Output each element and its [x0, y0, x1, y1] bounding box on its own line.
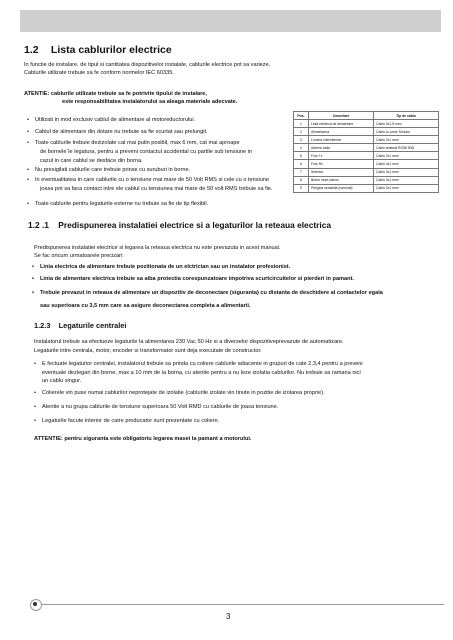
- table-row: [294, 176, 439, 184]
- table-cell: 9: [294, 184, 309, 192]
- table-row: [294, 128, 439, 136]
- table-cell: Linia electrica de alimentare: [309, 120, 374, 128]
- list-item-cont: eventuale dezlegari din borne, max a 10 mm de la borna, cu atentie pentru a nu leze izolatia cablurilor. Nu trebuie sa ramana nici: [42, 370, 361, 376]
- list-item: • Toate cablurile trebuie dezizolate cat mai putin posibil, max 6 mm, cat mai aproape: [35, 140, 240, 147]
- attention-line-2: este responsabilitatea instalatorului sa aleaga materiale adecvate.: [62, 99, 238, 105]
- intro-line-2: Cablurile utilizate trebuie sa fe conform normelor IEC 60335.: [24, 70, 174, 76]
- subsection-title: Predispunerea instalatiei electrice si a legaturilor la reteaua electrica: [58, 220, 332, 230]
- table-header-row: [294, 112, 439, 120]
- list-item-cont: sau superioara cu 3,5 mm care sa asigure deconectarea completa a alimentarii.: [40, 303, 251, 309]
- table-cell: 2: [294, 128, 309, 136]
- footer-dot-icon: [33, 602, 37, 606]
- list-item: • E fectuate legaturior centralei, instalatorul trebuie sa prinda cu coliere cablurile adiacente in grupuri de cate 2,3,4 pentru a preveni: [42, 361, 363, 368]
- list-item: • Legaturile facute interior de catre producator sunt prezentate cu coliere.: [42, 418, 219, 425]
- table-cell: 1: [294, 120, 309, 128]
- table-cell: Cablu antenat RG58 50Ω: [374, 144, 439, 152]
- table-cell: Cablu 3x1 mm²: [374, 168, 439, 176]
- table-row: [294, 136, 439, 144]
- table-cell: Cablu 2x1 mm²: [374, 136, 439, 144]
- table-row: [294, 160, 439, 168]
- table-cell: Cablu 3x1,5 mm²: [374, 120, 439, 128]
- table-cell: Lumina intermitenta: [309, 136, 374, 144]
- table-cell: Cablu 3x1 mm²: [374, 176, 439, 184]
- list-item: • Utilizati in mod exclusiv cablul de alimentare al motoreductorului.: [35, 117, 195, 124]
- table-cell: 4: [294, 144, 309, 152]
- table-cell: 8: [294, 176, 309, 184]
- s3-intro-line-2: Legaturile intre centrala, motor, encoder si transformator sunt deja executate de constructor.: [34, 348, 262, 354]
- table-row: [294, 144, 439, 152]
- subsection-heading: [28, 220, 331, 230]
- subsection-number: 1.2.3: [34, 321, 51, 330]
- table-cell: Antena radio: [309, 144, 374, 152]
- table-row: [294, 152, 439, 160]
- table-cell: 7: [294, 168, 309, 176]
- s2-intro-line-1: Predispunerea instalatiei electrice si legarea la reteaua electrica nu este prevazuta in acest manual.: [34, 245, 281, 251]
- cable-table: [293, 111, 439, 193]
- table-cell: Selector: [309, 168, 374, 176]
- list-item-cont: un cablu singur.: [42, 378, 82, 384]
- table-cell: 5: [294, 152, 309, 160]
- section-title: Lista cablurilor electrice: [50, 44, 172, 56]
- list-item: • Trebuie prevazut in reteaua de alimentare un dispozitiv de deconectare (siguranta) cu distanta de deschidere al contactelor egala: [40, 290, 383, 297]
- table-cell: Cablu 2x1 mm²: [374, 184, 439, 192]
- table-header: Tip de cablu: [374, 112, 439, 120]
- list-item-cont: cazul in care cablul se desface din borna.: [40, 158, 143, 164]
- list-item: • In eventualitatea in care cablurile cu o tensiune mai mare de 50 Volt RMS si cele cu o tensiune: [35, 177, 269, 184]
- attention-line-1: ATENTIE: cablurile utilizate trebuie sa fe potrivite tipului de instalare,: [24, 91, 207, 97]
- table-cell: Foto Tx: [309, 152, 374, 160]
- table-cell: Buton mure panou: [309, 176, 374, 184]
- list-item-cont: joasa pot sa faca contact intre ele cablul cu tensiunea mai mare de 50 volt RMS trebuie sa fie.: [40, 186, 273, 192]
- section-heading: [24, 44, 172, 56]
- list-item: • Colierele vin puse numai cablurilor neprotejate de izolatie (cablurile izolate vin tinute in pozitie de izolarea proprie).: [42, 390, 325, 397]
- footer-rule: [34, 604, 444, 605]
- table-header: Pos.: [294, 112, 309, 120]
- table-row: [294, 184, 439, 192]
- list-item: • Linia electrica de alimentare trebuie pozitionata de un elctrician sau un instalator profesionist.: [40, 264, 290, 271]
- table-cell: 6: [294, 160, 309, 168]
- list-item: • Atentie a nu grupa cablurile de tensiune superioara 50 Volt RMD cu cablurile de joasa tensiune.: [42, 404, 278, 411]
- header-bar: [20, 10, 441, 32]
- table-row: [294, 168, 439, 176]
- table-cell: Alimentarea: [309, 128, 374, 136]
- page-number: 3: [226, 612, 231, 621]
- s3-intro-line-1: Instalatorul trebuie sa efectueze legaturile la alimentarea 230 Vac 50 Hz si a diverselor dispozitiveprevazute de automatizare.: [34, 339, 344, 345]
- attention-note: ATTENTIE: pentru siguranta este obligatoriu legarea masei la pamant a motorului.: [34, 436, 252, 442]
- table-cell: 3: [294, 136, 309, 144]
- table-cell: Cablu 4x1 mm²: [374, 160, 439, 168]
- list-item: • Toate cablurile pentru legaturile externe nu trebuie sa fie de tip flexibil.: [35, 201, 208, 208]
- table-cell: Foto Rx: [309, 160, 374, 168]
- table-row: [294, 120, 439, 128]
- subsection-heading: [34, 321, 126, 330]
- table-cell: Perigica sensibila (nominal): [309, 184, 374, 192]
- list-item-cont: de borneleˇle legatura, pentru a preveni contactul accidental cu partile sub tensiune in: [40, 149, 253, 155]
- subsection-number: 1.2 .1: [28, 220, 49, 230]
- list-item: • Nu presigilati cablurile care trebuie prinse cu suruburi in borne.: [35, 167, 190, 174]
- table-cell: Cablu 2x1 mm²: [374, 152, 439, 160]
- list-item: • Linia de alimentare electrica trebuie sa aiba protectia corespunzatoare impotriva scurtcircuitelor si pierderi in pamant.: [40, 276, 354, 283]
- section-number: 1.2: [24, 44, 39, 56]
- table-header: Conectare: [309, 112, 374, 120]
- subsection-title: Legaturile centralei: [58, 321, 127, 330]
- table-cell: Cablu cu prize Schuko: [374, 128, 439, 136]
- intro-line-1: In functie de instalare, de tipul si cantitatea dispozitivelor instalate, cablurile electrice pot sa varieze.: [24, 62, 271, 68]
- s2-intro-line-2: Se fac oricum urmatoarele precizari:: [34, 253, 124, 259]
- list-item: • Cablul de alimentare din dotare nu trebuie sa fie scurtat sau prelungit.: [35, 129, 208, 136]
